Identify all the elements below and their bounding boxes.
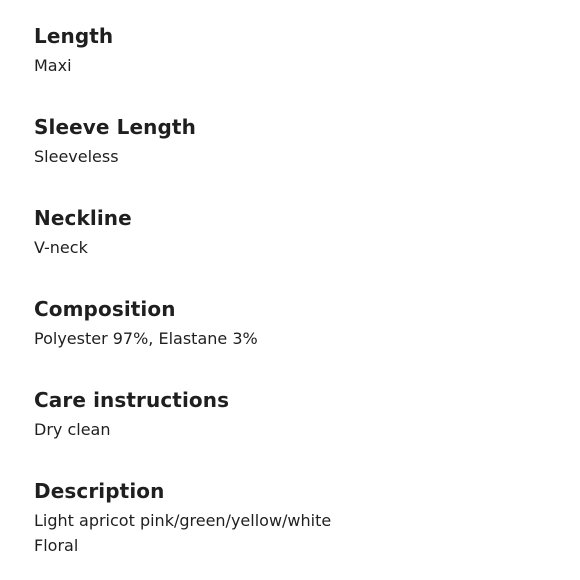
sleeve-length-value: Sleeveless <box>34 147 119 166</box>
product-details <box>34 22 554 568</box>
composition-value: Polyester 97%, Elastane 3% <box>34 329 258 348</box>
care-instructions-value: Dry clean <box>34 420 111 439</box>
care-instructions-label: Care instructions <box>34 388 230 412</box>
detail-neckline <box>34 204 554 295</box>
detail-care-instructions <box>34 386 554 477</box>
length-label: Length <box>34 24 114 48</box>
description-label: Description <box>34 479 165 503</box>
neckline-label: Neckline <box>34 206 132 230</box>
neckline-value: V-neck <box>34 238 88 257</box>
composition-label: Composition <box>34 297 176 321</box>
length-value: Maxi <box>34 56 72 75</box>
description-line-color: Light apricot pink/green/yellow/white <box>34 511 332 530</box>
detail-composition <box>34 295 554 386</box>
sleeve-length-label: Sleeve Length <box>34 115 196 139</box>
detail-length <box>34 22 554 113</box>
description-line-pattern: Floral <box>34 536 79 555</box>
detail-description <box>34 477 554 568</box>
description-value <box>34 508 554 558</box>
detail-sleeve-length <box>34 113 554 204</box>
